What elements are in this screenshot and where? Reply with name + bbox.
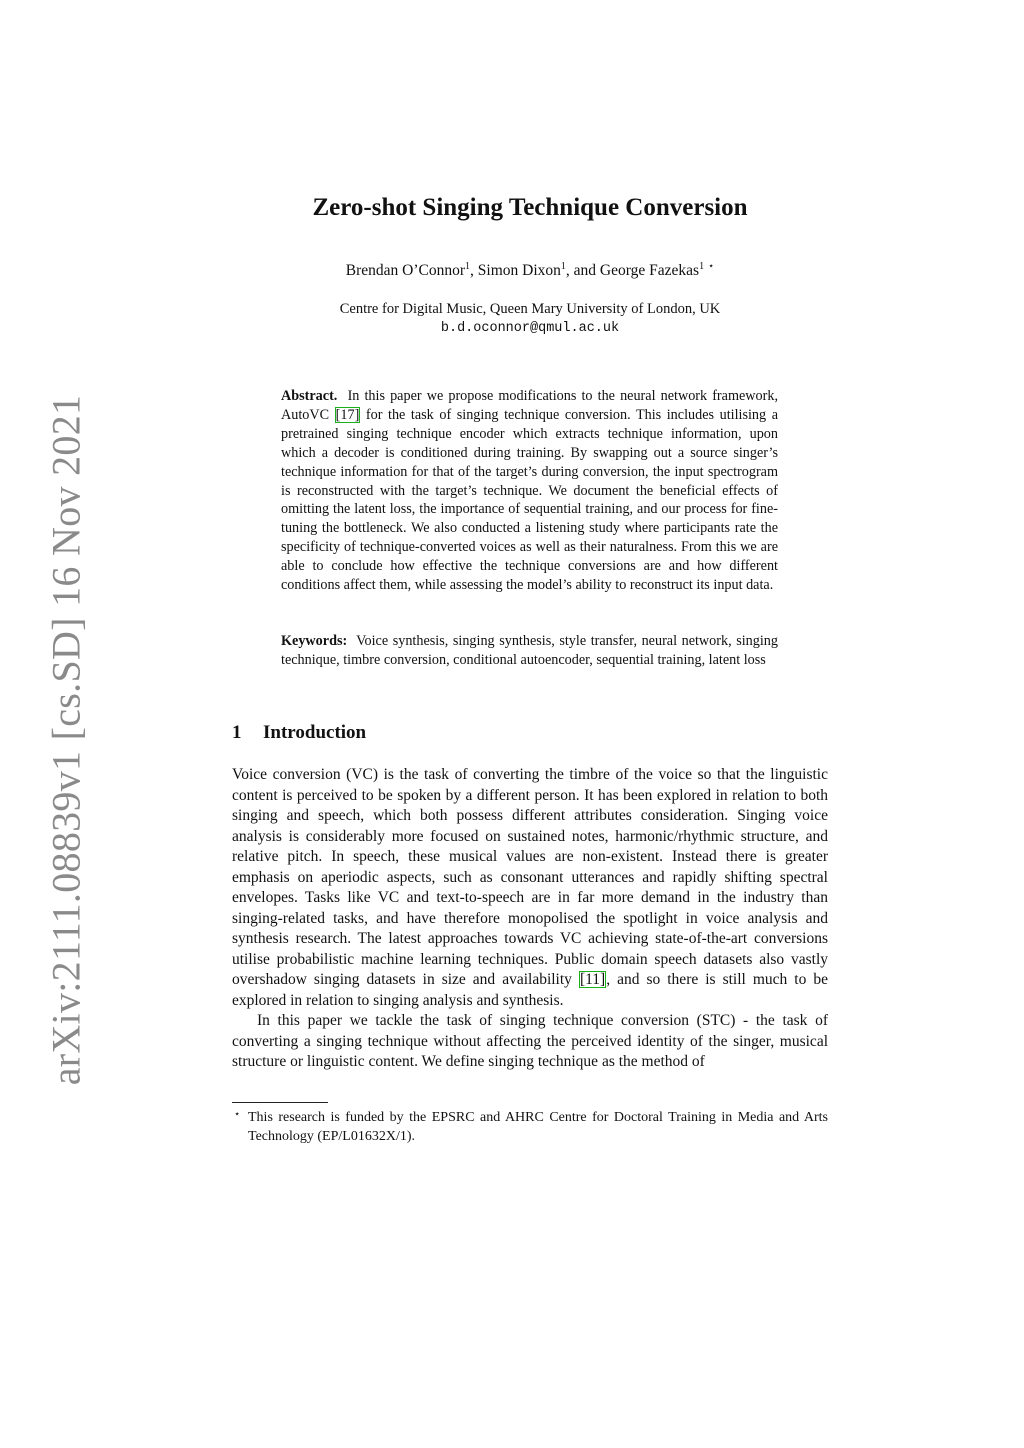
footnote: [232, 1108, 828, 1146]
paragraph-text: Voice conversion (VC) is the task of converting the timbre of the voice so that the linguistic content is perceived to be spoken by a different person. It has been explored in relation to both singing and speech, which both possess different attributes consideration. Singing voice analysis is considerably more focused on sustained notes, harmonic/rhythmic structure, and relative pitch. In speech, these musical values are non-existent. Instead there is greater emphasis on aperiodic aspects, such as consonant utterances and rapidly shifting spectral envelopes. Tasks like VC and text-to-speech are in far more demand in the industry than singing-related tasks, and have therefore monopolised the spotlight in voice analysis and synthesis research. The latest approaches towards VC achieving state-of-the-art conversions utilise probabilistic machine learning techniques. Public domain speech datasets also vastly overshadow singing datasets in size and availability: [232, 766, 828, 988]
paragraph-text: , and so there is still much to be explored in relation to singing analysis and synthesis.: [232, 971, 828, 1009]
citation-link[interactable]: [17]: [335, 406, 360, 423]
author-name: Brendan O’Connor: [345, 262, 466, 280]
author-email[interactable]: b.d.oconnor@qmul.ac.uk: [440, 321, 620, 336]
section-heading: [232, 722, 366, 744]
footnote-text: This research is funded by the EPSRC and AHRC Centre for Doctoral Training in Media and Arts Technology (EP/L01632X/1).: [248, 1110, 828, 1144]
abstract-text: In this paper we propose modifications to the neural network framework, AutoVC: [281, 388, 778, 423]
funding-footnote-marker[interactable]: ⋆: [707, 261, 715, 272]
affiliation-mark: 1: [465, 261, 471, 272]
author-name: George Fazekas: [599, 262, 700, 280]
author-separator: ,: [470, 262, 478, 280]
paper-title: Zero-shot Singing Technique Conversion: [312, 194, 748, 221]
section-number: 1: [232, 722, 242, 743]
paragraph: [232, 765, 828, 1011]
section-body: [232, 765, 828, 1073]
abstract: [281, 387, 778, 595]
section-title: Introduction: [263, 722, 367, 743]
arxiv-identifier: arXiv:2111.08839v1 [cs.SD] 16 Nov 2021: [43, 394, 89, 1086]
keywords-label: Keywords:: [281, 633, 348, 649]
paragraph: In this paper we tackle the task of singing technique conversion (STC) - the task of converting a singing technique without affecting the perceived identity of the singer, musical structure or linguistic content. We define singing technique as the method of: [232, 1012, 828, 1070]
author-separator: , and: [565, 262, 600, 280]
footnote-rule: [232, 1102, 328, 1103]
author-list: [232, 261, 828, 280]
abstract-label: Abstract.: [281, 388, 338, 404]
author-name: Simon Dixon: [477, 262, 561, 280]
footnote-mark: ⋆: [234, 1109, 241, 1120]
affiliation: Centre for Digital Music, Queen Mary University of London, UK: [339, 301, 721, 317]
keywords-text: Voice synthesis, singing synthesis, style transfer, neural network, singing technique, timbre conversion, conditional autoencoder, sequential training, latent loss: [281, 633, 778, 668]
citation-link[interactable]: [11]: [579, 971, 606, 988]
affiliation-mark: 1: [699, 261, 705, 272]
affiliation-mark: 1: [560, 261, 566, 272]
abstract-text: for the task of singing technique conversion. This includes utilising a pretrained singing technique encoder which extracts technique information, upon which a decoder is conditioned during training. By swapping out a source singer’s technique information for that of the target’s during conversion, the input spectrogram is reconstructed with the target’s technique. We document the beneficial effects of omitting the latent loss, the importance of sequential training, and our process for fine-tuning the bottleneck. We also conducted a listening study where participants rate the specificity of technique-converted voices as well as their naturalness. From this we are able to conclude how effective the technique conversions are and how different conditions affect them, while assessing the model’s ability to reconstruct its input data.: [281, 406, 778, 594]
affiliation-block: [232, 299, 828, 339]
keywords: [281, 632, 778, 670]
